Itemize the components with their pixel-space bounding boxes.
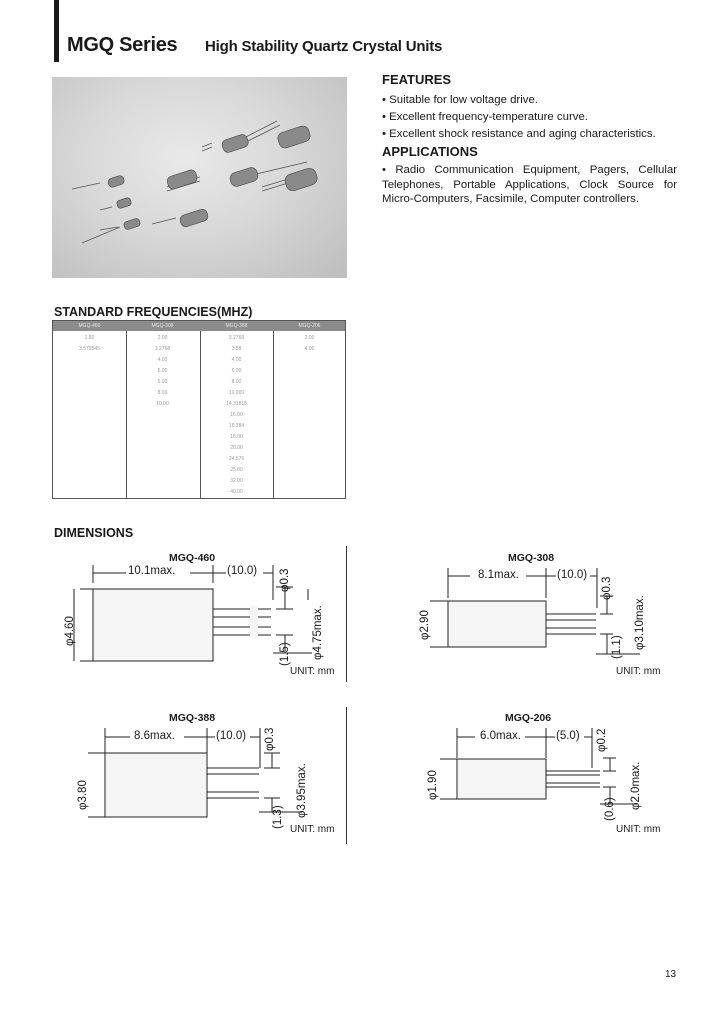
frequency-cell: 5.00 (157, 368, 168, 374)
length-dim: 8.6max. (134, 730, 175, 742)
frequency-cell: 1.80 (84, 335, 95, 341)
max-diameter-dim: φ3.10max. (634, 595, 646, 650)
series-subtitle: High Stability Quartz Crystal Units (205, 38, 443, 55)
diameter-dim: φ3.80 (77, 780, 89, 810)
lead-dim: (10.0) (557, 569, 588, 581)
applications-heading: APPLICATIONS (382, 144, 478, 159)
model-label: MGQ-206 (505, 712, 552, 724)
column-header: MGQ-460 (78, 323, 101, 329)
lead-dim: (5.0) (556, 730, 580, 742)
wire-dim: φ0.3 (601, 576, 613, 600)
frequency-cell: 8.00 (157, 390, 168, 396)
wire-dim: φ0.3 (279, 568, 291, 592)
frequency-cell: 8.00 (231, 379, 242, 385)
length-dim: 10.1max. (128, 565, 176, 577)
column-header: MGQ-308 (151, 323, 174, 329)
length-dim: 6.0max. (480, 730, 521, 742)
pitch-dim: (1.1) (611, 635, 623, 659)
wire-dim: φ0.2 (596, 728, 608, 752)
frequency-table (52, 320, 346, 499)
frequency-cell: 16.00 (230, 412, 243, 418)
page-number: 13 (665, 969, 677, 980)
frequency-cell: 3.58 (231, 346, 242, 352)
lead-dim: (10.0) (216, 730, 247, 742)
frequency-cell: 20.00 (230, 445, 243, 451)
max-diameter-dim: φ4.75max. (312, 605, 324, 660)
unit-label: UNIT: mm (616, 666, 661, 677)
frequency-cell: 25.00 (230, 467, 243, 473)
pitch-dim: (1.5) (279, 642, 291, 666)
max-diameter-dim: φ3.95max. (296, 763, 308, 818)
frequency-table-header (53, 321, 345, 331)
feature-item: • Suitable for low voltage drive. (382, 94, 538, 106)
feature-item: • Excellent frequency-temperature curve. (382, 111, 588, 123)
frequency-cell: 14.31818 (226, 401, 247, 407)
frequency-cell: 3.579545 (79, 346, 100, 352)
pitch-dim: (1.3) (272, 805, 284, 829)
unit-label: UNIT: mm (290, 666, 335, 677)
unit-label: UNIT: mm (616, 824, 661, 835)
frequency-cell: 2.00 (304, 335, 315, 341)
frequency-cell: 4.00 (157, 357, 168, 363)
model-label: MGQ-308 (508, 552, 555, 564)
frequency-cell: 18.00 (230, 434, 243, 440)
frequency-cell: 6.00 (231, 368, 242, 374)
frequency-cell: 4.00 (231, 357, 242, 363)
frequency-cell: 16.384 (228, 423, 245, 429)
diameter-dim: φ1.90 (427, 770, 439, 800)
model-label: MGQ-460 (169, 552, 216, 564)
series-title: MGQ Series (67, 34, 178, 56)
dimension-drawing-mgq460 (50, 548, 346, 683)
max-diameter-dim: φ2.0max. (630, 761, 642, 810)
length-dim: 8.1max. (478, 569, 519, 581)
model-label: MGQ-388 (169, 712, 216, 724)
divider (346, 546, 347, 682)
diameter-dim: φ4.60 (64, 616, 76, 646)
frequency-cell: 32.00 (230, 478, 243, 484)
frequency-cell: 3.2768 (228, 335, 245, 341)
frequency-cell: 4.00 (304, 346, 315, 352)
column-header: MGQ-206 (298, 323, 321, 329)
diameter-dim: φ2.90 (419, 610, 431, 640)
dimension-drawing-mgq206 (400, 708, 700, 843)
frequency-cell: 6.00 (157, 379, 168, 385)
feature-item: • Excellent shock resistance and aging characteristics. (382, 128, 656, 140)
unit-label: UNIT: mm (290, 824, 335, 835)
applications-text: • Radio Communication Equipment, Pagers, Cellular Telephones, Portable Applications, Clock Source for Micro-Computers, Facsimile, Computer controllers. (382, 164, 677, 206)
frequency-cell: 2.00 (157, 335, 168, 341)
lead-dim: (10.0) (227, 565, 258, 577)
frequency-cell: 3.2768 (154, 346, 171, 352)
dimension-drawing-mgq308 (400, 548, 700, 683)
pitch-dim: (0.6) (604, 797, 616, 821)
divider (346, 707, 347, 844)
product-photo (52, 77, 347, 278)
frequency-cell: 10.00 (156, 401, 169, 407)
column-header: MGQ-388 (225, 323, 248, 329)
title-accent-bar (54, 0, 59, 62)
dimensions-heading: DIMENSIONS (54, 526, 134, 540)
features-heading: FEATURES (382, 72, 452, 87)
frequency-cell: 24.576 (228, 456, 245, 462)
frequencies-heading: STANDARD FREQUENCIES(MHZ) (54, 305, 253, 319)
wire-dim: φ0.3 (264, 727, 276, 751)
frequency-cell: 40.00 (230, 489, 243, 495)
dimension-drawing-mgq388 (50, 708, 346, 843)
frequency-cell: 10.000 (228, 390, 245, 396)
